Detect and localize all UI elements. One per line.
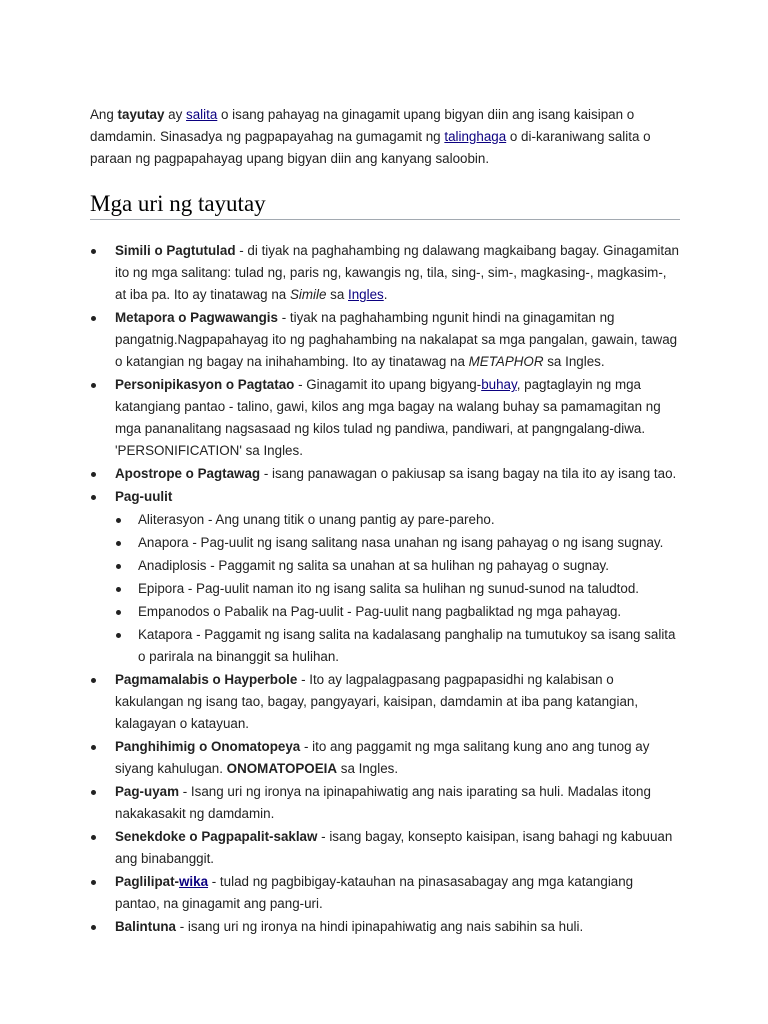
list-item-apostrope — [90, 463, 680, 485]
link-buhay[interactable]: buhay — [481, 377, 517, 392]
item-term: Personipikasyon o Pagtatao — [115, 377, 295, 392]
sub-item: Anapora - Pag-uulit ng isang salitang nasa unahan ng isang pahayag o ng isang sugnay. — [115, 532, 680, 554]
item-text: - isang uri ng ironya na hindi ipinapahiwatig ang nais sabihin sa huli. — [176, 919, 584, 934]
pag-uulit-sublist — [115, 509, 680, 668]
link-salita[interactable]: salita — [186, 107, 218, 122]
item-text: sa Ingles. — [543, 354, 605, 369]
item-term: Pag-uyam — [115, 784, 179, 799]
item-term: Pagmamalabis o Hayperbole — [115, 672, 298, 687]
list-item-pag-uulit — [90, 486, 680, 668]
section-heading: Mga uri ng tayutay — [90, 190, 680, 220]
article-body — [90, 104, 680, 939]
sub-item: Katapora - Paggamit ng isang salita na kadalasang panghalip na tumutukoy sa isang salita o parirala na binanggit sa hulihan. — [115, 624, 680, 668]
list-item-balintuna — [90, 916, 680, 938]
list-item-personipikasyon — [90, 374, 680, 462]
link-wika[interactable]: wika — [179, 874, 209, 889]
item-term: Simili o Pagtutulad — [115, 243, 236, 258]
item-text: sa Ingles. — [337, 761, 399, 776]
item-term: Pag-uulit — [115, 489, 173, 504]
list-item-pag-uyam — [90, 781, 680, 825]
intro-paragraph — [90, 104, 680, 170]
list-item-senekdoke — [90, 826, 680, 870]
item-bold: ONOMATOPOEIA — [226, 761, 338, 776]
item-text: - di tiyak na paghahambing ng dalawang magkaibang bagay. Ginagamitan ito ng mga salitang: tulad ng, paris ng, kawangis ng, tila, sing-, sim-, magkasing-, magkasim-, at iba pa. Ito ay tinatawag na — [115, 243, 679, 302]
item-text: - Isang uri ng ironya na ipinapahiwatig ang nais iparating sa huli. Madalas itong nakakasakit ng damdamin. — [115, 784, 651, 821]
figures-of-speech-list — [90, 240, 680, 938]
item-text: sa — [326, 287, 349, 302]
item-italic: METAPHOR — [468, 354, 544, 369]
intro-text: ay — [164, 107, 187, 122]
list-item-paglilipat-wika — [90, 871, 680, 915]
list-item-metapora — [90, 307, 680, 373]
sub-item: Aliterasyon - Ang unang titik o unang pantig ay pare-pareho. — [115, 509, 680, 531]
item-term: Balintuna — [115, 919, 177, 934]
list-item-simili — [90, 240, 680, 306]
intro-text: Ang — [90, 107, 118, 122]
sub-item: Anadiplosis - Paggamit ng salita sa unahan at sa hulihan ng pahayag o sugnay. — [115, 555, 680, 577]
item-text: - Ginagamit ito upang bigyang- — [294, 377, 482, 392]
item-text: - isang bagay, konsepto kaisipan, isang bahagi ng kabuuan ang binabanggit. — [115, 829, 673, 866]
sub-item: Empanodos o Pabalik na Pag-uulit - Pag-uulit nang pagbaliktad ng mga pahayag. — [115, 601, 680, 623]
list-item-hayperbole — [90, 669, 680, 735]
link-talinghaga[interactable]: talinghaga — [444, 129, 507, 144]
item-text: - tulad ng pagbibigay-katauhan na pinasasabagay ang mga katangiang pantao, na ginagamit ang pang-uri. — [115, 874, 634, 911]
item-text: - Ito ay lagpalagpasang pagpapasidhi ng kalabisan o kakulangan ng isang tao, bagay, pangyayari, kaisipan, damdamin at iba pang katangian, kalagayan o katayuan. — [115, 672, 639, 731]
item-term: Metapora o Pagwawangis — [115, 310, 278, 325]
list-item-onomatopeya — [90, 736, 680, 780]
sub-item: Epipora - Pag-uulit naman ito ng isang salita sa hulihan ng sunud-sunod na taludtod. — [115, 578, 680, 600]
intro-term: tayutay — [117, 107, 165, 122]
link-ingles[interactable]: Ingles — [348, 287, 384, 302]
intro-text: o di-karaniwang salita o paraan ng pagpapahayag upang bigyan diin ang kanyang saloobin. — [90, 129, 651, 166]
item-text: - tiyak na paghahambing ngunit hindi na ginagamitan ng pangatnig.Nagpapahayag ito ng paghahambing na nakalapat sa mga pangalan, gawain, tawag o katangian ng bagay na inihahambing. Ito ay tinatawag na — [115, 310, 678, 369]
item-text: - ito ang paggamit ng mga salitang kung ano ang tunog ay siyang kahulugan. — [115, 739, 650, 776]
intro-text: o isang pahayag na ginagamit upang bigyan diin ang isang kaisipan o damdamin. Sinasadya ng pagpapayahag na gumagamit ng — [90, 107, 635, 144]
item-term: Senekdoke o Pagpapalit-saklaw — [115, 829, 318, 844]
item-italic: Simile — [289, 287, 327, 302]
item-term: Paglilipat- — [115, 874, 179, 889]
item-term: Apostrope o Pagtawag — [115, 466, 261, 481]
item-text: . — [383, 287, 388, 302]
item-text: - isang panawagan o pakiusap sa isang bagay na tila ito ay isang tao. — [260, 466, 677, 481]
item-text: , pagtaglayin ng mga katangiang pantao - talino, gawi, kilos ang mga bagay na walang buhay sa pamamagitan ng mga pananalitang nagsasaad ng kilos tulad ng pandiwa, pandiwari, at pangngalang-diwa. 'PERSONIFICATION' sa Ingles. — [115, 377, 661, 458]
item-term: Panghihimig o Onomatopeya — [115, 739, 301, 754]
